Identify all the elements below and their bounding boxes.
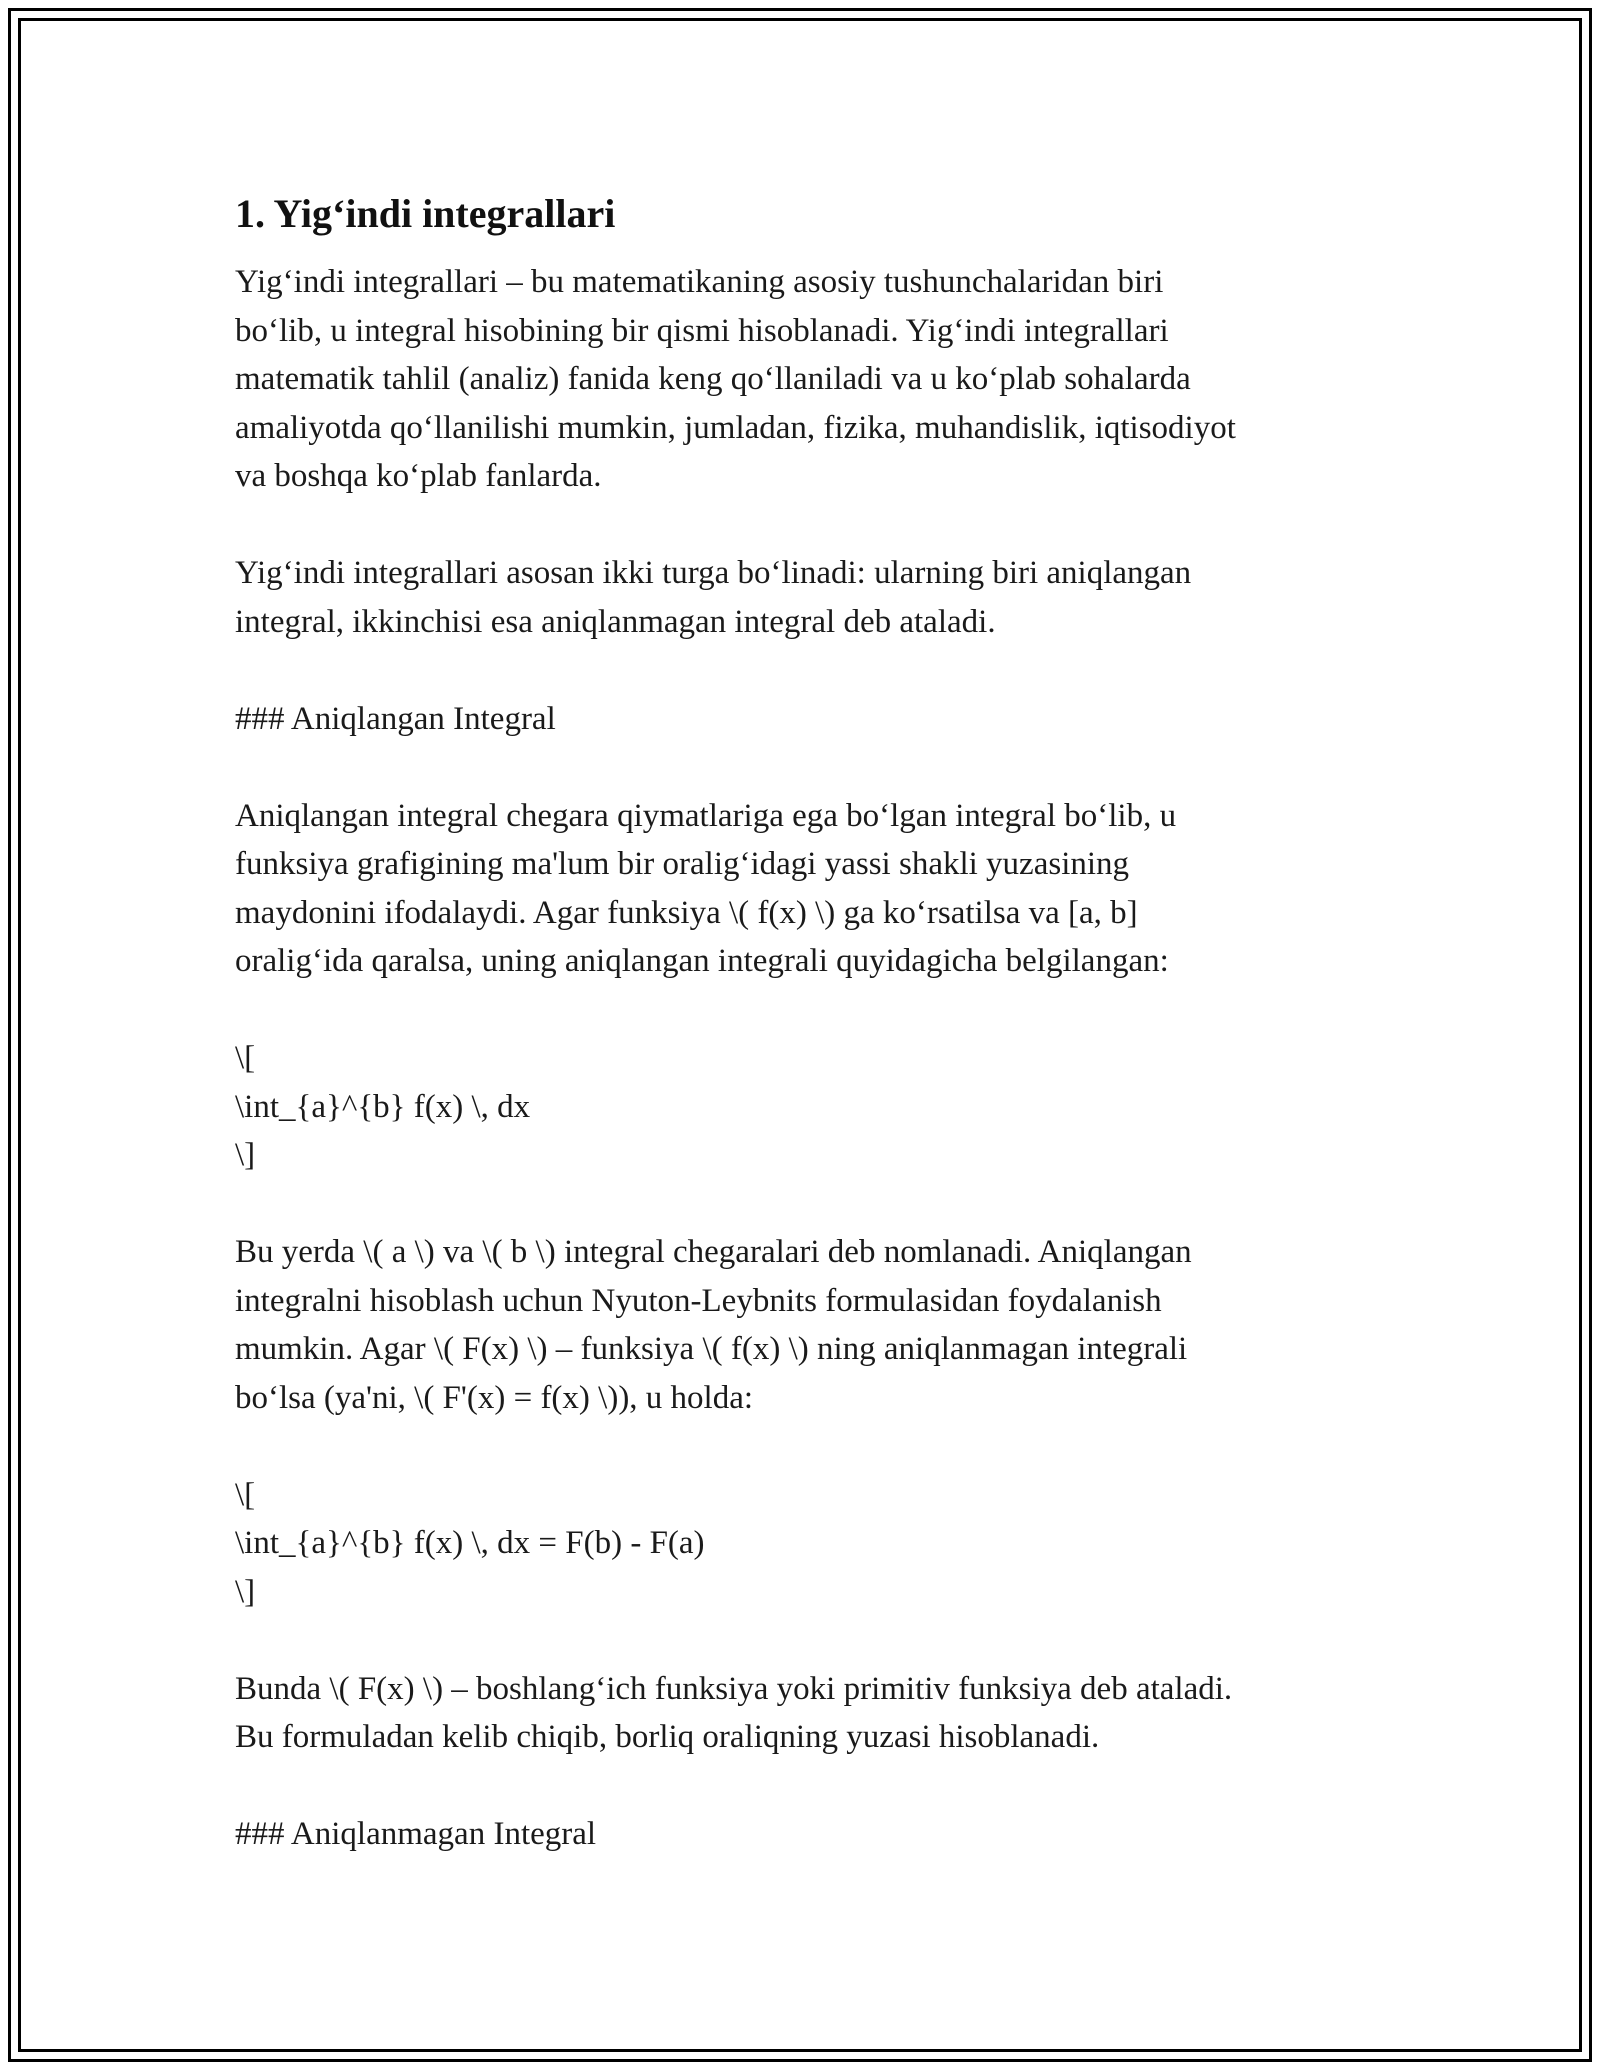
blank-line	[235, 1616, 1375, 1665]
text-line: maydonini ifodalaydi. Agar funksiya \( f(x) \) ga ko‘rsatilsa va [a, b]	[235, 894, 1138, 931]
text-line: Aniqlangan integral chegara qiymatlariga ega bo‘lgan integral bo‘lib, u	[235, 797, 1177, 834]
text-line: bo‘lib, u integral hisobining bir qismi hisoblanadi. Yig‘indi integrallari	[235, 312, 1169, 349]
formula-line: \int_{a}^{b} f(x) \, dx	[235, 1088, 531, 1125]
text-line: funksiya grafigining ma'lum bir oralig‘idagi yassi shakli yuzasining	[235, 846, 1130, 882]
text-line: bo‘lsa (ya'ni, \( F'(x) = f(x) \)), u holda:	[235, 1379, 754, 1416]
text-line: matematik tahlil (analiz) fanida keng qo‘llaniladi va u ko‘plab sohalarda	[235, 361, 1191, 397]
text-line: Bu yerda \( a \) va \( b \) integral chegaralari deb nomlanadi. Aniqlangan	[235, 1234, 1192, 1270]
text-line: ### Aniqlanmagan Integral	[235, 1816, 597, 1852]
blank-line	[235, 1422, 1375, 1471]
paragraph-definite-description	[235, 792, 1375, 986]
formula-line: \]	[235, 1137, 256, 1173]
paragraph-limits-description	[235, 1228, 1375, 1422]
formula-line: \int_{a}^{b} f(x) \, dx = F(b) - F(a)	[235, 1525, 705, 1561]
text-line: Bunda \( F(x) \) – boshlang‘ich funksiya yoki primitiv funksiya deb ataladi.	[235, 1670, 1233, 1707]
text-line: Bu formuladan kelib chiqib, borliq oraliqning yuzasi hisoblanadi.	[235, 1719, 1100, 1755]
subheading-indefinite-integral	[235, 1810, 1375, 1859]
text-line: ### Aniqlangan Integral	[235, 700, 556, 737]
formula-line: \]	[235, 1573, 256, 1610]
formula-definite-integral	[235, 1034, 1375, 1180]
blank-line	[235, 646, 1375, 695]
text-line: Yig‘indi integrallari asosan ikki turga bo‘linadi: ularning biri aniqlangan	[235, 555, 1192, 591]
text-line: integral, ikkinchisi esa aniqlanmagan integral deb ataladi.	[235, 603, 996, 640]
formula-newton-leibniz	[235, 1471, 1375, 1617]
text-line: Yig‘indi integrallari – bu matematikaning asosiy tushunchalaridan biri	[235, 264, 1164, 300]
blank-line	[235, 501, 1375, 550]
text-line: amaliyotda qo‘llanilishi mumkin, jumladan, fizika, muhandislik, iqtisodiyot	[235, 409, 1236, 446]
subheading-definite-integral	[235, 695, 1375, 744]
paragraph-primitive-description	[235, 1665, 1375, 1762]
document-body	[235, 190, 1375, 1859]
blank-line	[235, 743, 1375, 792]
text-line: oralig‘ida qaralsa, uning aniqlangan integrali quyidagicha belgilangan:	[235, 943, 1169, 979]
blank-line	[235, 986, 1375, 1035]
formula-line: \[	[235, 1040, 256, 1076]
document-heading: 1. Yig‘indi integrallari	[235, 191, 616, 236]
paragraph-types	[235, 549, 1375, 646]
text-line: va boshqa ko‘plab fanlarda.	[235, 458, 602, 494]
spacer	[235, 238, 1375, 258]
blank-line	[235, 1762, 1375, 1811]
paragraph-intro	[235, 258, 1375, 501]
formula-line: \[	[235, 1476, 256, 1513]
text-line: integralni hisoblash uchun Nyuton-Leybnits formulasidan foydalanish	[235, 1282, 1162, 1319]
text-line: mumkin. Agar \( F(x) \) – funksiya \( f(x) \) ning aniqlanmagan integrali	[235, 1331, 1188, 1367]
blank-line	[235, 1180, 1375, 1229]
